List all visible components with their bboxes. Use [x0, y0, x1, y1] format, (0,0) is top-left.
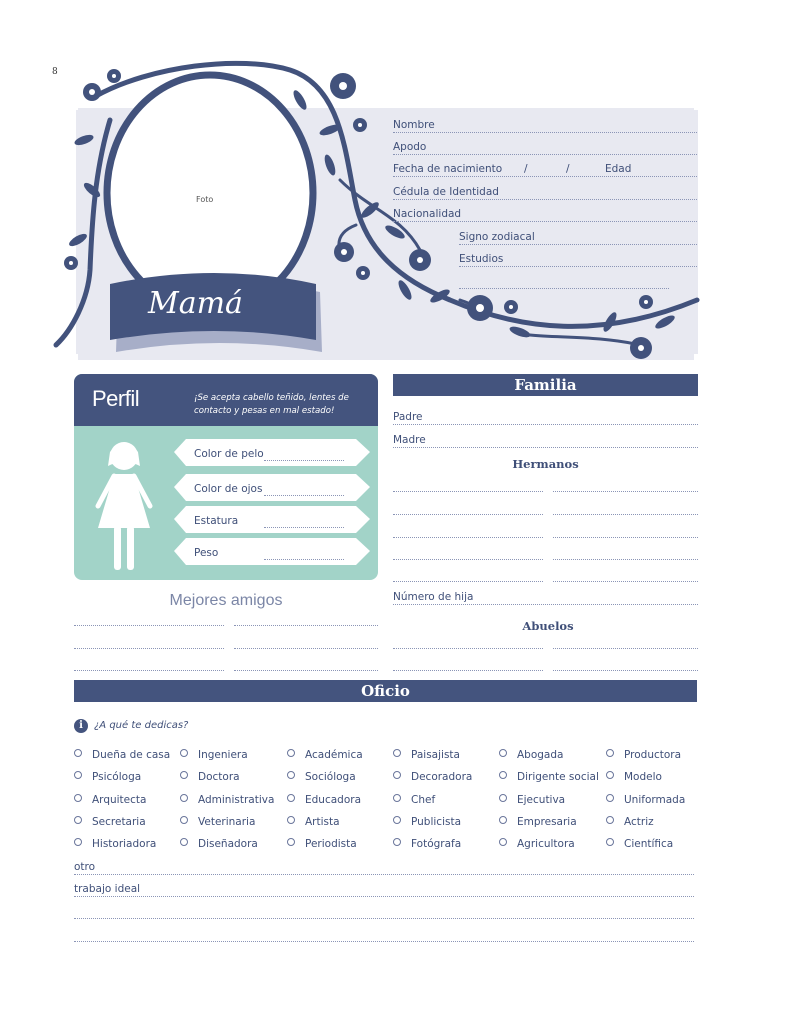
tag-ojos-label: Color de ojos — [194, 483, 263, 495]
perfil-note: ¡Se acepta cabello teñido, lentes de contacto y pesas en mal estado! — [194, 393, 349, 416]
familia-header: Familia — [393, 374, 698, 396]
radio-circle-icon — [606, 838, 614, 846]
abuelos-heading: Abuelos — [522, 619, 574, 633]
estudios-label: Estudios — [459, 253, 504, 265]
photo-caption: Foto — [196, 195, 214, 204]
oficio-option[interactable]: Decoradora — [393, 771, 472, 783]
signo-line[interactable] — [459, 244, 697, 245]
nombre-line[interactable] — [393, 132, 697, 133]
oficio-option[interactable]: Doctora — [180, 771, 240, 783]
apodo-label: Apodo — [393, 141, 427, 153]
otro-label: otro — [74, 861, 96, 873]
cedula-label: Cédula de Identidad — [393, 186, 499, 198]
cedula-line[interactable] — [393, 199, 697, 200]
hermano-line[interactable] — [553, 514, 698, 515]
radio-circle-icon — [287, 816, 295, 824]
radio-circle-icon — [393, 771, 401, 779]
radio-circle-icon — [74, 794, 82, 802]
padre-label: Padre — [393, 411, 423, 423]
oficio-option[interactable]: Empresaria — [499, 816, 577, 828]
radio-circle-icon — [499, 771, 507, 779]
apodo-line[interactable] — [393, 154, 697, 155]
oficio-option[interactable]: Administrativa — [180, 794, 274, 806]
madre-label: Madre — [393, 434, 426, 446]
hermano-line[interactable] — [393, 514, 543, 515]
oficio-option[interactable]: Dueña de casa — [74, 749, 170, 761]
oficio-option[interactable]: Chef — [393, 794, 435, 806]
trabajo-ideal-line[interactable] — [74, 896, 694, 897]
radio-circle-icon — [180, 749, 188, 757]
amigo-line[interactable] — [74, 625, 224, 626]
hermano-line[interactable] — [553, 581, 698, 582]
radio-circle-icon — [499, 816, 507, 824]
mejores-amigos-title: Mejores amigos — [169, 592, 283, 609]
tag-estatura-line[interactable] — [264, 527, 344, 528]
trabajo-ideal-line[interactable] — [74, 941, 694, 942]
tag-peso-label: Peso — [194, 547, 219, 559]
radio-circle-icon — [393, 749, 401, 757]
perfil-tag — [172, 540, 362, 567]
padre-line[interactable] — [393, 424, 698, 425]
radio-circle-icon — [287, 794, 295, 802]
perfil-tag — [172, 508, 362, 535]
radio-circle-icon — [74, 838, 82, 846]
hermano-line[interactable] — [393, 491, 543, 492]
oficio-option[interactable]: Paisajista — [393, 749, 460, 761]
otro-line[interactable] — [74, 874, 694, 875]
nacionalidad-line[interactable] — [393, 221, 697, 222]
oficio-option[interactable]: Publicista — [393, 816, 461, 828]
amigo-line[interactable] — [74, 670, 224, 671]
info-icon: i — [74, 719, 88, 733]
amigo-line[interactable] — [234, 625, 378, 626]
oficio-header: Oficio — [74, 680, 697, 702]
date-slash: / — [566, 163, 570, 175]
oficio-option[interactable]: Modelo — [606, 771, 662, 783]
nacionalidad-label: Nacionalidad — [393, 208, 462, 220]
woman-figure-icon — [92, 436, 156, 572]
oficio-option[interactable]: Ingeniera — [180, 749, 248, 761]
page-number: 8 — [52, 67, 58, 77]
hermano-line[interactable] — [553, 491, 698, 492]
nombre-label: Nombre — [393, 119, 435, 131]
oficio-option[interactable]: Ejecutiva — [499, 794, 565, 806]
hermano-line[interactable] — [553, 559, 698, 560]
oficio-option[interactable]: Agricultora — [499, 838, 575, 850]
tag-peso-line[interactable] — [264, 559, 344, 560]
oficio-option[interactable]: Socióloga — [287, 771, 356, 783]
radio-circle-icon — [180, 794, 188, 802]
perfil-tag — [172, 441, 362, 468]
oficio-option[interactable]: Artista — [287, 816, 340, 828]
oficio-option[interactable]: Uniformada — [606, 794, 685, 806]
radio-circle-icon — [393, 838, 401, 846]
abuelo-line[interactable] — [553, 648, 698, 649]
radio-circle-icon — [393, 816, 401, 824]
amigo-line[interactable] — [234, 648, 378, 649]
radio-circle-icon — [606, 794, 614, 802]
hermano-line[interactable] — [393, 537, 543, 538]
oficio-option[interactable]: Actriz — [606, 816, 654, 828]
oficio-option[interactable]: Educadora — [287, 794, 361, 806]
estudios-line[interactable] — [459, 266, 697, 267]
oficio-option[interactable]: Veterinaria — [180, 816, 255, 828]
date-slash: / — [524, 163, 528, 175]
oficio-question: ¿A qué te dedicas? — [94, 720, 189, 731]
hermano-line[interactable] — [393, 559, 543, 560]
perfil-tag — [172, 476, 362, 503]
radio-circle-icon — [74, 816, 82, 824]
oficio-option[interactable]: Dirigente social — [499, 771, 599, 783]
oficio-option[interactable]: Científica — [606, 838, 673, 850]
abuelo-line[interactable] — [393, 648, 543, 649]
abuelo-line[interactable] — [393, 670, 543, 671]
oficio-option[interactable]: Secretaria — [74, 816, 146, 828]
trabajo-ideal-line[interactable] — [74, 918, 694, 919]
radio-circle-icon — [499, 749, 507, 757]
numero-hija-line[interactable] — [393, 604, 698, 605]
trabajo-ideal-label: trabajo ideal — [74, 883, 141, 895]
tag-pelo-label: Color de pelo — [194, 448, 264, 460]
estudios-line-2[interactable] — [459, 288, 669, 289]
oficio-option[interactable]: Historiadora — [74, 838, 156, 850]
oficio-option[interactable]: Psicóloga — [74, 771, 141, 783]
photo-banner: Mamá — [148, 286, 243, 321]
tag-ojos-line[interactable] — [264, 495, 344, 496]
oficio-option[interactable]: Académica — [287, 749, 363, 761]
oficio-option[interactable]: Productora — [606, 749, 681, 761]
tag-estatura-label: Estatura — [194, 515, 239, 527]
oficio-option[interactable]: Fotógrafa — [393, 838, 461, 850]
tag-pelo-line[interactable] — [264, 460, 344, 461]
fecha-line[interactable] — [393, 176, 697, 177]
oficio-option[interactable]: Periodista — [287, 838, 357, 850]
radio-circle-icon — [287, 771, 295, 779]
amigo-line[interactable] — [234, 670, 378, 671]
radio-circle-icon — [606, 816, 614, 824]
oficio-option[interactable]: Diseñadora — [180, 838, 258, 850]
radio-circle-icon — [499, 794, 507, 802]
oficio-option[interactable]: Arquitecta — [74, 794, 146, 806]
perfil-title: Perfil — [92, 386, 140, 411]
fecha-label: Fecha de nacimiento — [393, 163, 503, 175]
amigo-line[interactable] — [74, 648, 224, 649]
radio-circle-icon — [180, 816, 188, 824]
radio-circle-icon — [180, 838, 188, 846]
hermano-line[interactable] — [553, 537, 698, 538]
radio-circle-icon — [606, 771, 614, 779]
radio-circle-icon — [393, 794, 401, 802]
abuelo-line[interactable] — [553, 670, 698, 671]
hermanos-heading: Hermanos — [512, 457, 579, 471]
radio-circle-icon — [74, 749, 82, 757]
radio-circle-icon — [287, 749, 295, 757]
edad-label: Edad — [605, 163, 632, 175]
numero-hija-label: Número de hija — [393, 591, 474, 603]
radio-circle-icon — [499, 838, 507, 846]
hermano-line[interactable] — [393, 581, 543, 582]
signo-label: Signo zodiacal — [459, 231, 535, 243]
madre-line[interactable] — [393, 447, 698, 448]
perfil-header — [74, 374, 378, 426]
radio-circle-icon — [74, 771, 82, 779]
radio-circle-icon — [287, 838, 295, 846]
radio-circle-icon — [606, 749, 614, 757]
radio-circle-icon — [180, 771, 188, 779]
oficio-option[interactable]: Abogada — [499, 749, 563, 761]
